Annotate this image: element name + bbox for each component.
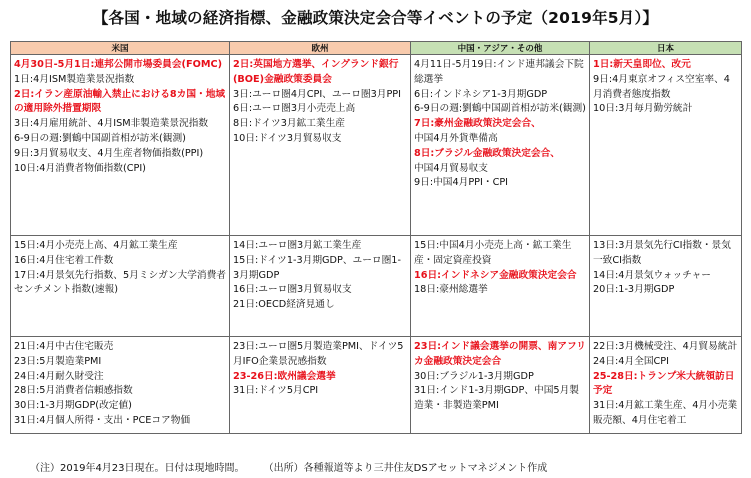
key-event-item: 23-26日:欧州議会選挙 <box>233 370 336 382</box>
event-item: 3日:4月雇用統計、4月ISM非製造業景況指数 <box>14 118 209 130</box>
column-header-us: 米国 <box>11 42 230 55</box>
event-item: 9日:3月貿易収支、4月生産者物価指数(PPI) <box>14 147 204 159</box>
table-cell <box>590 55 742 236</box>
table-cell <box>230 55 411 236</box>
column-header-europe: 欧州 <box>230 42 411 55</box>
event-item: 中国4月外貨準備高 <box>414 132 498 144</box>
event-item: 8日:ドイツ3月鉱工業生産 <box>233 118 345 130</box>
source-note: （出所）各種報道等より三井住友DSアセットマネジメント作成 <box>263 463 548 474</box>
table-cell <box>590 236 742 337</box>
event-item: 1日:4月ISM製造業景況指数 <box>14 73 135 85</box>
event-item: 30日:1-3月期GDP(改定値) <box>14 400 132 412</box>
key-event-item: 8日:ブラジル金融政策決定会合、 <box>414 147 560 159</box>
event-item: 17日:4月景気先行指数、5月ミシガン大学消費者センチメント指数(速報) <box>14 269 226 296</box>
footnote: （注）2019年4月23日現在。日付は現地時間。 <box>30 463 245 474</box>
event-item: 3日:ユーロ圏4月CPI、ユーロ圏3月PPI <box>233 88 402 100</box>
key-event-item: 25-28日:トランプ米大統領訪日予定 <box>593 370 735 397</box>
event-item: 4月11日-5月19日:インド連邦議会下院総選挙 <box>414 59 584 85</box>
key-event-item: 7日:豪州金融政策決定会合、 <box>414 118 541 130</box>
event-item: 6日:ユーロ圏3月小売売上高 <box>233 103 356 115</box>
table-cell <box>11 236 230 337</box>
event-item: 31日:インド1-3月期GDP、中国5月製造業・非製造業PMI <box>414 385 579 412</box>
table-row <box>11 55 742 236</box>
event-item: 31日:4月鉱工業生産、4月小売業販売額、4月住宅着工 <box>593 400 738 426</box>
key-event-item: 2日:イラン産原油輸入禁止における8カ国・地域の適用除外措置期限 <box>14 88 226 115</box>
table-cell <box>230 236 411 337</box>
event-item: 23日:5月製造業PMI <box>14 355 102 367</box>
event-item: 15日:4月小売売上高、4月鉱工業生産 <box>14 240 178 251</box>
event-item: 24日:4月全国CPI <box>593 355 669 367</box>
event-item: 10日:3月毎月勤労統計 <box>593 103 693 115</box>
event-item: 6-9日の週:劉鶴中国副首相が訪米(観測) <box>14 132 186 144</box>
event-item: 9日:4月東京オフィス空室率、4月消費者態度指数 <box>593 73 730 100</box>
key-event-item: 1日:新天皇即位、改元 <box>593 59 691 70</box>
event-item: 10日:4月消費者物価指数(CPI) <box>14 162 146 174</box>
event-item: 22日:3月機械受注、4月貿易統計 <box>593 341 738 352</box>
event-item: 28日:5月消費者信頼感指数 <box>14 385 133 397</box>
event-item: 14日:ユーロ圏3月鉱工業生産 <box>233 240 362 251</box>
event-item: 中国4月貿易収支 <box>414 162 488 174</box>
key-event-item: 16日:インドネシア金融政策決定会合 <box>414 269 577 281</box>
column-header-japan: 日本 <box>590 42 742 55</box>
event-item: 21日:OECD経済見通し <box>233 299 335 311</box>
key-event-item: 23日:インド議会選挙の開票、南アフリカ金融政策決定会合 <box>414 341 586 367</box>
event-item: 14日:4月景気ウォッチャー <box>593 269 711 281</box>
table-row <box>11 236 742 337</box>
event-item: 15日:中国4月小売売上高・鉱工業生産・固定資産投資 <box>414 240 572 266</box>
key-event-item: 4月30日-5月1日:連邦公開市場委員会(FOMC) <box>14 59 222 70</box>
event-schedule-table <box>10 41 742 434</box>
table-cell <box>11 337 230 434</box>
event-item: 9日:中国4月PPI・CPI <box>414 177 509 189</box>
event-item: 6-9日の週:劉鶴中国副首相が訪米(観測) <box>414 103 586 115</box>
event-item: 31日:ドイツ5月CPI <box>233 385 319 397</box>
table-cell <box>411 55 590 236</box>
event-item: 16日:ユーロ圏3月貿易収支 <box>233 284 352 296</box>
table-cell <box>230 337 411 434</box>
page-title: 【各国・地域の経済指標、金融政策決定会合等イベントの予定（2019年5月）】 <box>92 9 659 27</box>
event-item: 16日:4月住宅着工件数 <box>14 254 114 266</box>
event-item: 20日:1-3月期GDP <box>593 284 675 296</box>
event-item: 23日:ユーロ圏5月製造業PMI、ドイツ5月IFO企業景況感指数 <box>233 341 404 367</box>
event-item: 18日:豪州総選挙 <box>414 284 488 296</box>
column-header-china-asia-other: 中国・アジア・その他 <box>411 42 590 55</box>
event-item: 21日:4月中古住宅販売 <box>14 341 114 352</box>
event-item: 13日:3月景気先行CI指数・景気一致CI指数 <box>593 240 731 266</box>
table-cell <box>411 337 590 434</box>
event-item: 10日:ドイツ3月貿易収支 <box>233 132 342 144</box>
event-item: 31日:4月個人所得・支出・PCEコア物価 <box>14 414 191 426</box>
table-header-row <box>11 42 742 55</box>
table-row <box>11 337 742 434</box>
table-cell <box>590 337 742 434</box>
event-item: 15日:ドイツ1-3月期GDP、ユーロ圏1-3月期GDP <box>233 254 401 281</box>
table-cell <box>11 55 230 236</box>
footnote-line <box>30 459 547 474</box>
event-item: 6日:インドネシア1-3月期GDP <box>414 88 548 100</box>
event-item: 24日:4月耐久財受注 <box>14 370 104 382</box>
key-event-item: 2日:英国地方選挙、イングランド銀行(BOE)金融政策委員会 <box>233 59 399 85</box>
event-item: 30日:ブラジル1-3月期GDP <box>414 370 534 382</box>
table-cell <box>411 236 590 337</box>
